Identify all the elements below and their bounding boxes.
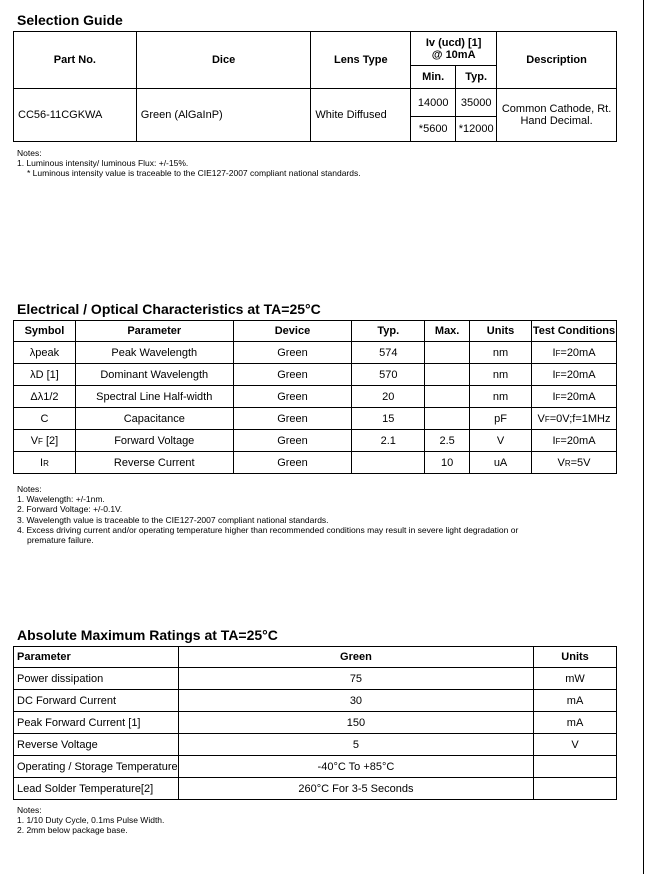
cell-test-conditions — [532, 452, 617, 474]
symbol-main: C — [40, 412, 49, 425]
cell-typ: 570 — [352, 364, 425, 386]
cell-description — [497, 89, 617, 142]
test-main: I — [552, 390, 556, 403]
cell-units: V — [470, 430, 532, 452]
cell-typ — [352, 452, 425, 474]
header-iv-line1: Iv (ucd) [1] — [425, 36, 482, 49]
absolute-notes — [17, 805, 164, 836]
cell-typ: 15 — [352, 408, 425, 430]
cell-device: Green — [233, 386, 352, 408]
cell-units: nm — [470, 364, 532, 386]
cell-device: Green — [233, 452, 352, 474]
header-units: Units — [470, 321, 532, 342]
cell-symbol — [14, 342, 76, 364]
table-row — [14, 712, 617, 734]
cell-parameter: Forward Voltage — [75, 430, 233, 452]
electrical-table — [13, 320, 617, 474]
test-main: V — [537, 412, 545, 425]
cell-part-no: CC56-11CGKWA — [14, 89, 137, 142]
cell-typ: 2.1 — [352, 430, 425, 452]
cell-device: Green — [233, 408, 352, 430]
table-row — [14, 668, 617, 690]
header-dice: Dice — [136, 32, 311, 89]
test-main: I — [552, 434, 556, 447]
cell-max — [425, 408, 470, 430]
symbol-main: λpeak — [29, 346, 60, 359]
header-parameter: Parameter — [14, 647, 179, 668]
note-line: Notes: — [17, 805, 42, 815]
header-test-conditions: Test Conditions — [532, 321, 617, 342]
cell-parameter: Peak Forward Current [1] — [14, 712, 179, 734]
test-main: I — [552, 346, 556, 359]
cell-test-conditions — [532, 408, 617, 430]
symbol-suffix: [2] — [42, 434, 59, 447]
table-row — [14, 734, 617, 756]
cell-units: nm — [470, 342, 532, 364]
header-typ: Typ. — [352, 321, 425, 342]
test-subscript: F — [544, 414, 550, 424]
test-rest: =20mA — [560, 390, 596, 403]
header-min: Min. — [411, 66, 456, 89]
table-row — [14, 364, 617, 386]
symbol-subscript: F — [38, 436, 43, 446]
cell-units: mA — [534, 690, 617, 712]
test-main: I — [552, 368, 556, 381]
electrical-title: Electrical / Optical Characteristics at TA=25°C — [17, 301, 321, 317]
cell-parameter: Reverse Current — [75, 452, 233, 474]
symbol-main: V — [30, 434, 39, 447]
cell-parameter: Reverse Voltage — [14, 734, 179, 756]
cell-parameter: Operating / Storage Temperature — [14, 756, 179, 778]
header-units: Units — [534, 647, 617, 668]
cell-device: Green — [233, 342, 352, 364]
cell-device: Green — [233, 364, 352, 386]
test-main: V — [557, 456, 565, 469]
header-green: Green — [178, 647, 533, 668]
page-right-border — [643, 0, 644, 874]
header-part-no: Part No. — [14, 32, 137, 89]
symbol-main: λD [1] — [30, 368, 59, 381]
header-description: Description — [497, 32, 617, 89]
cell-units: mW — [534, 668, 617, 690]
note-line: 2. Forward Voltage: +/-0.1V. — [17, 504, 123, 515]
cell-typ: 574 — [352, 342, 425, 364]
test-rest: =0V;f=1MHz — [549, 412, 611, 425]
cell-typ: 20 — [352, 386, 425, 408]
description-line1: Common Cathode, Rt. — [501, 103, 612, 115]
note-line: 1. Wavelength: +/-1nm. — [17, 494, 105, 505]
table-row — [14, 756, 617, 778]
cell-dice: Green (AlGaInP) — [136, 89, 311, 142]
cell-test-conditions — [532, 364, 617, 386]
test-subscript: F — [555, 392, 561, 402]
test-rest: =20mA — [560, 346, 596, 359]
table-row — [14, 452, 617, 474]
absolute-table — [13, 646, 617, 800]
cell-parameter: Dominant Wavelength — [75, 364, 233, 386]
table-row — [14, 408, 617, 430]
absolute-title: Absolute Maximum Ratings at TA=25°C — [17, 627, 278, 643]
note-line: 1. Luminous intensity/ luminous Flux: +/-15%. — [17, 158, 189, 169]
cell-typ-1: 35000 — [456, 89, 497, 117]
cell-symbol — [14, 430, 76, 452]
header-device: Device — [233, 321, 352, 342]
test-subscript: F — [555, 348, 561, 358]
description-line2: Hand Decimal. — [520, 115, 593, 127]
selection-guide-title: Selection Guide — [17, 12, 123, 28]
cell-units — [534, 756, 617, 778]
cell-green: -40°C To +85°C — [178, 756, 533, 778]
header-lens-type: Lens Type — [311, 32, 411, 89]
cell-test-conditions — [532, 430, 617, 452]
cell-green: 150 — [178, 712, 533, 734]
cell-symbol — [14, 452, 76, 474]
header-iv — [411, 32, 497, 66]
header-parameter: Parameter — [75, 321, 233, 342]
cell-units: mA — [534, 712, 617, 734]
note-line: 2. 2mm below package base. — [17, 825, 128, 836]
note-line: Notes: — [17, 484, 42, 494]
cell-green: 30 — [178, 690, 533, 712]
header-typ: Typ. — [456, 66, 497, 89]
table-row — [14, 778, 617, 800]
cell-green: 75 — [178, 668, 533, 690]
cell-parameter: Capacitance — [75, 408, 233, 430]
cell-parameter: Power dissipation — [14, 668, 179, 690]
cell-units: V — [534, 734, 617, 756]
cell-units: nm — [470, 386, 532, 408]
cell-max: 10 — [425, 452, 470, 474]
cell-symbol — [14, 408, 76, 430]
electrical-notes — [17, 484, 518, 545]
note-line: * Luminous intensity value is traceable to the CIE127-2007 compliant national standards. — [27, 168, 361, 179]
cell-typ-2: *12000 — [456, 117, 497, 142]
cell-min-2: *5600 — [411, 117, 456, 142]
cell-min-1: 14000 — [411, 89, 456, 117]
table-row — [14, 690, 617, 712]
table-row — [14, 430, 617, 452]
test-rest: =5V — [570, 456, 591, 469]
symbol-main: I — [40, 456, 44, 469]
cell-device: Green — [233, 430, 352, 452]
cell-parameter: Peak Wavelength — [75, 342, 233, 364]
header-iv-line2: @ 10mA — [431, 48, 476, 61]
note-line: 4. Excess driving current and/or operating temperature higher than recommended conditions may result in severe light degradation or — [17, 524, 519, 535]
selection-guide-notes — [17, 148, 361, 179]
table-row — [14, 386, 617, 408]
symbol-subscript: R — [43, 458, 49, 468]
header-symbol: Symbol — [14, 321, 76, 342]
cell-green: 5 — [178, 734, 533, 756]
cell-units: uA — [470, 452, 532, 474]
table-row — [14, 342, 617, 364]
test-rest: =20mA — [560, 368, 596, 381]
note-line: premature failure. — [27, 535, 94, 546]
test-subscript: R — [564, 458, 571, 468]
test-rest: =20mA — [560, 434, 596, 447]
cell-parameter: DC Forward Current — [14, 690, 179, 712]
cell-units — [534, 778, 617, 800]
note-line: 3. Wavelength value is traceable to the CIE127-2007 compliant national standards. — [17, 514, 329, 525]
note-line: 1. 1/10 Duty Cycle, 0.1ms Pulse Width. — [17, 815, 165, 826]
cell-max — [425, 342, 470, 364]
test-subscript: F — [555, 436, 561, 446]
cell-lens-type: White Diffused — [311, 89, 411, 142]
cell-parameter: Spectral Line Half-width — [75, 386, 233, 408]
cell-max — [425, 364, 470, 386]
cell-symbol — [14, 386, 76, 408]
cell-test-conditions — [532, 386, 617, 408]
symbol-main: Δλ1/2 — [30, 390, 59, 403]
test-subscript: F — [555, 370, 561, 380]
table-row — [14, 89, 617, 117]
header-max: Max. — [425, 321, 470, 342]
note-line: Notes: — [17, 148, 42, 158]
cell-test-conditions — [532, 342, 617, 364]
selection-guide-table — [13, 31, 617, 142]
cell-max — [425, 386, 470, 408]
cell-max: 2.5 — [425, 430, 470, 452]
cell-symbol — [14, 364, 76, 386]
cell-green: 260°C For 3-5 Seconds — [178, 778, 533, 800]
cell-parameter: Lead Solder Temperature[2] — [14, 778, 179, 800]
cell-units: pF — [470, 408, 532, 430]
